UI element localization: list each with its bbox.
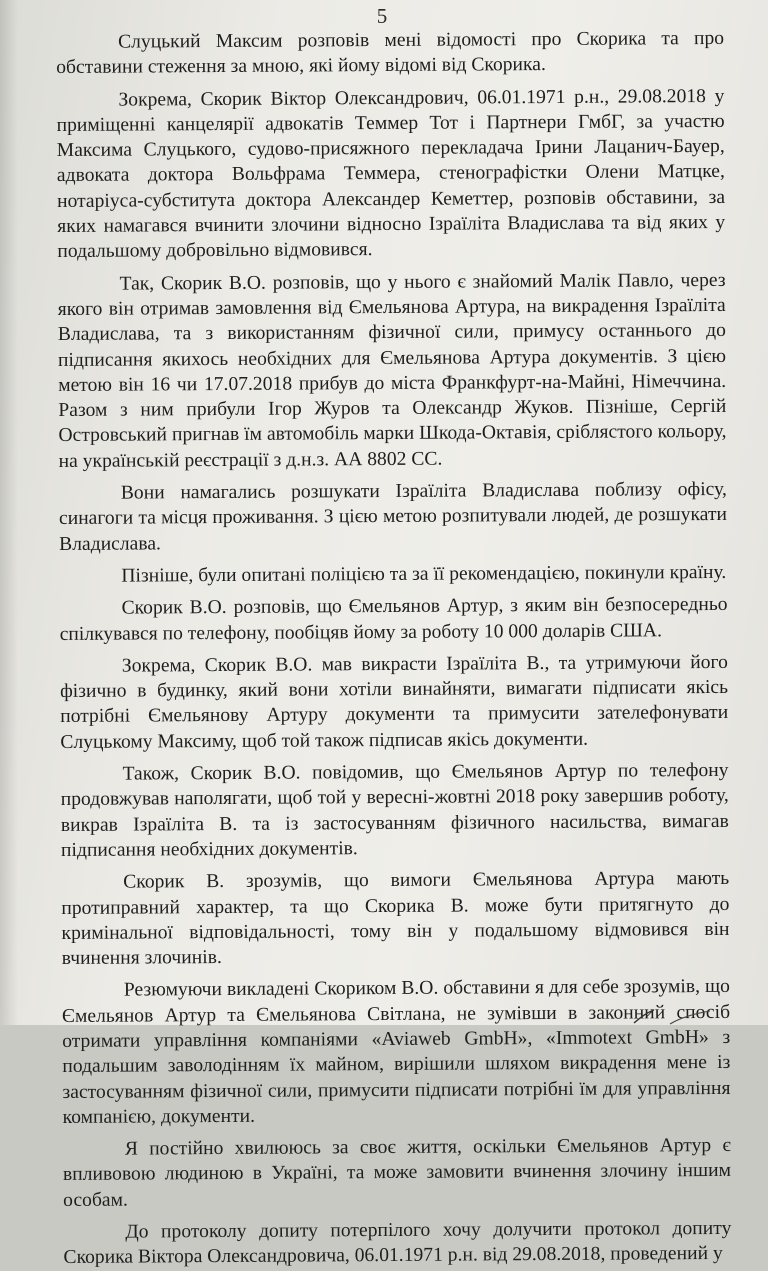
paragraph: Скорик В. зрозумів, що вимоги Ємельянова Артура мають протиправний характер, та що Скорика В. може бути притягнуто до кримінальної відповідальності, тому він у подальшому відмовився він вчинення злочинів. [61, 868, 730, 970]
paragraph: Резюмуючи викладені Скориком В.О. обставини я для себе зрозумів, що Ємельянов Артур та Ємельянова Світлана, не зумівши в законний спосіб отримати управління компаніями «Aviaweb GmbH», «Immotext GmbH» з подальшим заволодінням їх майном, вирішили шляхом викрадення мене із застосуванням фізичної сили, примусити підписати потрібні їм для управління компанією, документи. [61, 976, 731, 1128]
paragraph: Слуцький Максим розповів мені відомості про Скорика та про обставини стеження за мною, які йому відомі від Скорика. [56, 27, 725, 79]
document-body [56, 26, 732, 1271]
paragraph: Пізніше, були опитані поліцією та за її рекомендацією, покинули країну. [121, 561, 727, 587]
paragraph: Скорик В.О. розповів, що Ємельянов Артур, з яким він безпосередньо спілкувався по телефону, пообіцяв йому за роботу 10 000 доларів США. [59, 594, 728, 645]
page-edge-shadow [0, 0, 18, 1025]
page-number: 5 [376, 4, 388, 28]
paragraph: Вони намагались розшукати Ізраїліта Владислава поблизу офісу, синагоги та місця проживання. З цією метою розпитували людей, де розшукати Владислава. [58, 478, 728, 555]
paragraph: Я постійно хвилююсь за своє життя, оскільки Ємельянов Артур є впливовою людиною в Україні, та може замовити вчинення злочину іншим особам. [62, 1135, 732, 1211]
signature-stroke [630, 1008, 720, 1025]
paragraph: Так, Скорик В.О. розповів, що у нього є знайомий Малік Павло, через якого він отримав замовлення від Ємельянова Артура, на викрадення Ізраїліта Владислава, та з використанням фізичної сили, примусу останнього до підписання якихось необхідних для Ємельянова Артура документів. З цією метою він 16 чи 17.07.2018 прибув до міста Франкфурт-на-Майні, Німеччина. Разом з ним прибули Ігор Журов та Олександр Жуков. Пізніше, Сергій Островський пригнав їм автомобіль марки Шкода-Октавія, сріблястого кольору, на українській реєстрації з д.н.з. АА 8802 СС. [57, 269, 727, 472]
paragraph: Також, Скорик В.О. повідомив, що Ємельянов Артур по телефону продовжував наполягати, щоб той у вересні-жовтні 2018 року завершив роботу, викрав Ізраїліта В. та із застосуванням фізичного насильства, вимагав підписання необхідних документів. [60, 759, 729, 861]
paragraph: До протоколу допиту потерпілого хочу долучити протокол допиту Скорика Віктора Олександровича, 06.01.1971 р.н. від 29.08.2018, проведений у [63, 1217, 732, 1269]
paragraph: Зокрема, Скорик В.О. мав викрасти Ізраїліта В., та утримуючи його фізично в будинку, який вони хотіли винайняти, вимагати підписати якісь потрібні Ємельянову Артуру документи та примусити зателефонувати Слуцькому Максиму, щоб той також підписав якісь документи. [59, 651, 729, 753]
paragraph: Зокрема, Скорик Віктор Олександрович, 06.01.1971 р.н., 29.08.2018 у приміщенні канцелярії адвокатів Теммер Тот і Партнери ГмбГ, за участю Максима Слуцького, судово-присяжного перекладача Ірини Лацанич-Бауер, адвоката доктора Вольфрама Теммера, стенографістки Олени Матцке, нотаріуса-субститута доктора Александер Кеметтер, розповів обставини, за яких намагався вчинити злочини відносно Ізраїліта Владислава та від яких у подальшому добровільно відмовився. [56, 85, 726, 263]
